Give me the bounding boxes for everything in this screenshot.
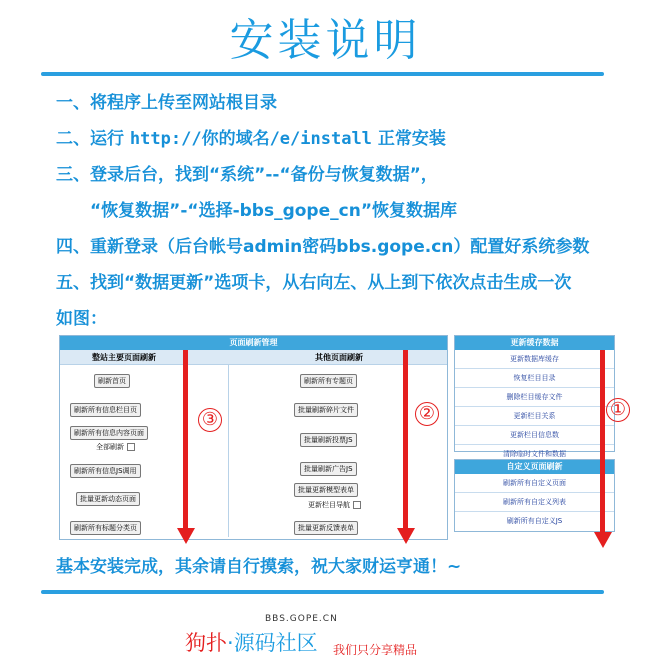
arrow-1-shaft: [600, 350, 605, 534]
update-nav-label: 更新栏目导航: [308, 501, 350, 509]
bottom-divider: [41, 590, 604, 594]
update-column-relation-link[interactable]: 更新栏目关系: [455, 407, 614, 426]
refresh-custom-lists-link[interactable]: 刷新所有自定义列表: [455, 493, 614, 512]
step-2: [56, 124, 446, 149]
step-5: 五、找到“数据更新”选项卡，从右向左、从上到下依次点击生成一次: [56, 273, 572, 293]
delete-column-cache-link[interactable]: 删除栏目缓存文件: [455, 388, 614, 407]
step-3b: “恢复数据”-“选择-bbs_gope_cn”恢复数据库: [90, 201, 457, 221]
step-2-prefix: 二、运行: [56, 129, 130, 149]
install-url: http://你的域名/e/install: [129, 129, 372, 149]
logo-slogan: 我们只分享精品: [333, 643, 418, 657]
batch-update-dynamic-button[interactable]: 批量更新动态页面: [76, 492, 140, 506]
batch-update-model-form-button[interactable]: 批量更新模型表单: [294, 483, 358, 497]
completion-message: 基本安装完成，其余请自行摸索，祝大家财运亨通！~: [56, 557, 462, 577]
main-pages-title: 整站主要页面刷新: [92, 353, 156, 362]
step-1: 一、将程序上传至网站根目录: [56, 93, 277, 113]
page-refresh-header: 页面刷新管理: [60, 336, 447, 350]
top-divider: [41, 72, 604, 76]
step-4: 四、重新登录（后台帐号admin密码bbs.gope.cn）配置好系统参数: [56, 237, 590, 257]
marker-1: ①: [606, 398, 630, 422]
batch-refresh-ad-js-button[interactable]: 批量刷新广告JS: [300, 462, 357, 476]
step-6: 如图：: [56, 309, 107, 329]
refresh-custom-js-link[interactable]: 刷新所有自定义JS: [506, 517, 563, 525]
arrow-2-head-icon: [397, 528, 415, 544]
checkbox-icon[interactable]: [127, 443, 135, 451]
clear-temp-files-link[interactable]: 清除临时文件和数据: [503, 450, 566, 458]
batch-update-feedback-form-button[interactable]: 批量更新反馈表单: [294, 521, 358, 535]
arrow-2-shaft: [403, 350, 408, 530]
step-3a: 三、登录后台，找到“系统”--“备份与恢复数据”，: [56, 165, 438, 185]
batch-refresh-fragments-button[interactable]: 批量刷新碎片文件: [294, 403, 358, 417]
refresh-all-content-pages-button[interactable]: 刷新所有信息内容页面: [70, 426, 148, 440]
refresh-home-button[interactable]: 刷新首页: [94, 374, 130, 388]
restore-column-dir-link[interactable]: 恢复栏目目录: [455, 369, 614, 388]
logo-name: [185, 627, 318, 657]
update-cache-header: 更新缓存数据: [455, 336, 614, 350]
column-divider: [228, 365, 229, 537]
refresh-all-js-button[interactable]: 刷新所有信息JS调用: [70, 464, 141, 478]
refresh-custom-pages-link[interactable]: 刷新所有自定义页面: [455, 474, 614, 493]
other-pages-title: 其他页面刷新: [315, 353, 363, 362]
custom-page-refresh-panel: [454, 459, 615, 532]
arrow-1-head-icon: [594, 532, 612, 548]
arrow-3-shaft: [183, 350, 188, 530]
refresh-all-topics-button[interactable]: 刷新所有专题页: [300, 374, 357, 388]
step-2-suffix: 正常安装: [371, 129, 446, 149]
custom-page-refresh-header: 自定义页面刷新: [455, 460, 614, 474]
batch-refresh-vote-js-button[interactable]: 批量刷新投票JS: [300, 433, 357, 447]
update-db-cache-link[interactable]: 更新数据库缓存: [455, 350, 614, 369]
update-nav-checkbox[interactable]: [308, 500, 361, 510]
page-refresh-panel: [59, 335, 448, 540]
marker-2: ②: [415, 402, 439, 426]
update-column-info-count-link[interactable]: 更新栏目信息数: [455, 426, 614, 445]
logo-name-part2: 源码社区: [233, 631, 318, 655]
checkbox-icon[interactable]: [353, 501, 361, 509]
marker-3: ③: [198, 408, 222, 432]
logo-name-part1: 狗扑: [185, 631, 227, 655]
update-cache-panel: [454, 335, 615, 458]
refresh-all-title-category-button[interactable]: 刷新所有标题分类页: [70, 521, 141, 535]
refresh-all-checkbox[interactable]: [96, 442, 135, 452]
refresh-all-label: 全部刷新: [96, 443, 124, 451]
refresh-all-column-pages-button[interactable]: 刷新所有信息栏目页: [70, 403, 141, 417]
logo-dot: ·: [227, 631, 234, 655]
page-title: 安装说明: [229, 15, 422, 66]
logo-url: BBS.GOPE.CN: [265, 614, 338, 624]
arrow-3-head-icon: [177, 528, 195, 544]
